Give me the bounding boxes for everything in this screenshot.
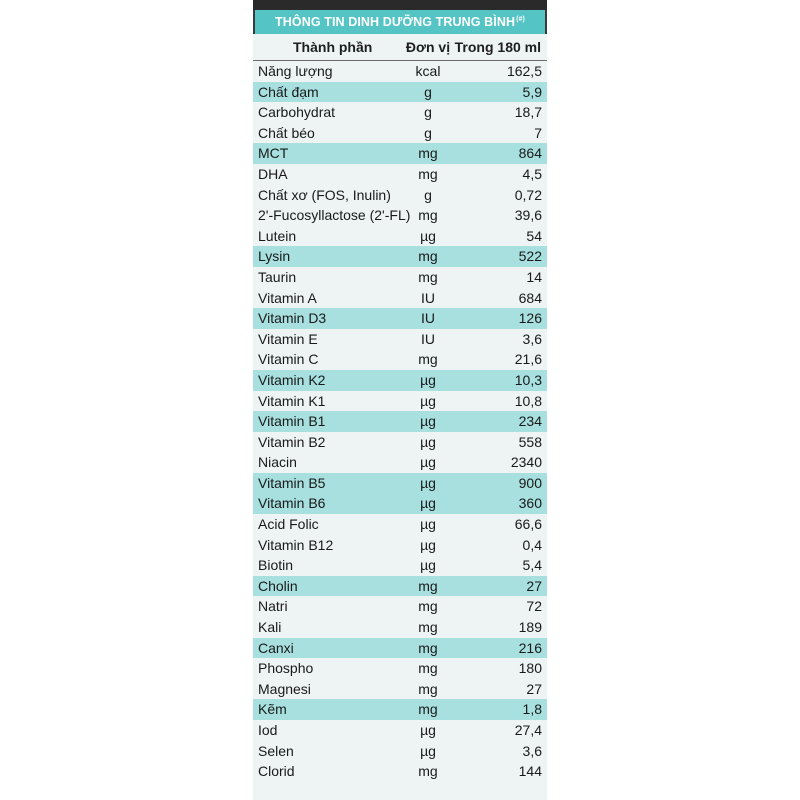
table-row <box>253 308 547 329</box>
row-unit: mg <box>418 351 438 368</box>
row-value: 27 <box>526 680 542 697</box>
row-unit: mg <box>418 639 438 656</box>
table-row <box>253 741 547 762</box>
row-unit: µg <box>420 742 436 759</box>
table-row <box>253 452 547 473</box>
row-unit: mg <box>418 763 438 780</box>
row-value: 558 <box>518 433 542 450</box>
table-row <box>253 205 547 226</box>
row-value: 27 <box>526 577 542 594</box>
table-row <box>253 699 547 720</box>
header-ingredient: Thành phần <box>293 39 373 55</box>
row-value: 2340 <box>510 454 542 471</box>
row-value: 864 <box>518 145 542 162</box>
row-value: 234 <box>518 413 542 430</box>
table-row <box>253 123 547 144</box>
table-row <box>253 535 547 556</box>
row-unit: IU <box>421 330 435 347</box>
table-row <box>253 82 547 103</box>
row-unit: g <box>424 83 432 100</box>
row-value: 162,5 <box>506 63 542 79</box>
table-row <box>253 370 547 391</box>
row-value: 18,7 <box>514 104 542 121</box>
row-unit: mg <box>418 577 438 594</box>
row-value: 126 <box>518 310 542 327</box>
table-row <box>253 164 547 185</box>
row-name: Taurin <box>258 268 297 285</box>
table-row <box>253 679 547 700</box>
header-value: Trong 180 ml <box>454 39 541 55</box>
panel-title-text: THÔNG TIN DINH DƯỠNG TRUNG BÌNH <box>275 15 516 29</box>
table-row <box>253 638 547 659</box>
row-name: Phospho <box>258 660 314 677</box>
row-value: 180 <box>518 660 542 677</box>
row-value: 14 <box>526 268 542 285</box>
row-unit: µg <box>420 495 436 512</box>
row-name: Magnesi <box>258 680 311 697</box>
table-row <box>253 617 547 638</box>
row-name: Niacin <box>258 454 297 471</box>
row-name: Vitamin C <box>258 351 319 368</box>
row-unit: µg <box>420 392 436 409</box>
row-value: 10,3 <box>514 371 542 388</box>
nutrition-panel <box>253 0 547 800</box>
table-row <box>253 411 547 432</box>
row-unit: µg <box>420 433 436 450</box>
row-value: 3,6 <box>522 742 542 759</box>
row-value: 72 <box>526 598 542 615</box>
row-value: 360 <box>518 495 542 512</box>
row-value: 66,6 <box>514 516 542 533</box>
row-unit: g <box>424 124 432 141</box>
table-row <box>253 658 547 679</box>
row-unit: mg <box>418 145 438 162</box>
row-value: 7 <box>534 124 542 141</box>
row-name: Vitamin A <box>258 289 317 306</box>
row-unit: mg <box>418 248 438 265</box>
row-name: Vitamin D3 <box>258 310 327 327</box>
row-value: 21,6 <box>514 351 542 368</box>
row-name: Vitamin B2 <box>258 433 326 450</box>
nutrition-table-body <box>253 61 547 782</box>
panel-title <box>253 10 547 34</box>
table-row <box>253 267 547 288</box>
row-value: 189 <box>518 619 542 636</box>
row-value: 3,6 <box>522 330 542 347</box>
row-name: Vitamin B6 <box>258 495 326 512</box>
row-name: DHA <box>258 165 288 182</box>
row-unit: g <box>424 104 432 121</box>
row-unit: mg <box>418 680 438 697</box>
table-row <box>253 514 547 535</box>
table-row <box>253 185 547 206</box>
row-unit: µg <box>420 516 436 533</box>
row-name: Kẽm <box>258 701 287 718</box>
row-name: Clorid <box>258 763 295 780</box>
row-name: Cholin <box>258 577 298 594</box>
table-row <box>253 473 547 494</box>
row-value: 1,8 <box>522 701 542 718</box>
row-value: 900 <box>518 474 542 491</box>
row-name: Acid Folic <box>258 516 319 533</box>
row-value: 54 <box>526 227 542 244</box>
table-row <box>253 329 547 350</box>
table-row <box>253 720 547 741</box>
table-header <box>253 34 547 60</box>
row-unit: mg <box>418 660 438 677</box>
table-row <box>253 432 547 453</box>
table-row <box>253 576 547 597</box>
row-unit: µg <box>420 722 436 738</box>
row-unit: µg <box>420 474 436 491</box>
row-value: 10,8 <box>514 392 542 409</box>
row-value: 27,4 <box>514 722 542 738</box>
row-name: Carbohydrat <box>258 104 336 121</box>
row-name: Chất xơ (FOS, Inulin) <box>258 186 391 203</box>
row-name: Vitamin B5 <box>258 474 326 491</box>
row-name: Canxi <box>258 639 294 656</box>
row-name: Chất béo <box>258 124 315 141</box>
table-row <box>253 102 547 123</box>
row-value: 4,5 <box>522 165 542 182</box>
row-name: Lutein <box>258 227 297 244</box>
row-name: Vitamin K1 <box>258 392 326 409</box>
row-unit: µg <box>420 557 436 574</box>
table-row <box>253 143 547 164</box>
row-value: 5,4 <box>522 557 542 574</box>
table-row <box>253 761 547 782</box>
table-row <box>253 288 547 309</box>
row-name: Lysin <box>258 248 291 265</box>
row-unit: µg <box>420 536 436 553</box>
title-footnote-mark: (#) <box>516 15 525 23</box>
row-unit: mg <box>418 598 438 615</box>
row-unit: µg <box>420 227 436 244</box>
row-name: Iod <box>258 722 278 738</box>
table-row <box>253 246 547 267</box>
row-name: MCT <box>258 145 289 162</box>
table-row <box>253 493 547 514</box>
row-name: Chất đạm <box>258 83 319 100</box>
row-value: 684 <box>518 289 542 306</box>
row-name: Natri <box>258 598 288 615</box>
row-unit: mg <box>418 701 438 718</box>
row-unit: mg <box>418 619 438 636</box>
row-value: 522 <box>518 248 542 265</box>
row-name: Kali <box>258 619 282 636</box>
row-value: 216 <box>518 639 542 656</box>
row-name: Biotin <box>258 557 294 574</box>
row-unit: mg <box>418 165 438 182</box>
row-unit: kcal <box>415 63 441 79</box>
row-name: Vitamin K2 <box>258 371 326 388</box>
row-value: 144 <box>518 763 542 780</box>
row-unit: IU <box>421 289 435 306</box>
row-name: Vitamin E <box>258 330 318 347</box>
row-unit: µg <box>420 413 436 430</box>
row-name: Vitamin B12 <box>258 536 334 553</box>
row-unit: IU <box>421 310 435 327</box>
table-row <box>253 226 547 247</box>
row-value: 0,72 <box>514 186 542 203</box>
row-value: 39,6 <box>514 207 542 224</box>
row-unit: g <box>424 186 432 203</box>
table-row <box>253 349 547 370</box>
row-name: Vitamin B1 <box>258 413 326 430</box>
header-unit: Đơn vị <box>405 39 451 55</box>
row-name: Năng lượng <box>258 63 333 79</box>
table-row <box>253 391 547 412</box>
table-row <box>253 555 547 576</box>
row-unit: µg <box>420 454 436 471</box>
table-row <box>253 61 547 82</box>
row-unit: mg <box>418 268 438 285</box>
row-value: 5,9 <box>522 83 542 100</box>
table-row <box>253 596 547 617</box>
row-unit: µg <box>420 371 436 388</box>
row-value: 0,4 <box>522 536 542 553</box>
row-name: 2'-Fucosyllactose (2'-FL) <box>258 207 411 224</box>
row-name: Selen <box>258 742 294 759</box>
row-unit: mg <box>418 207 438 224</box>
